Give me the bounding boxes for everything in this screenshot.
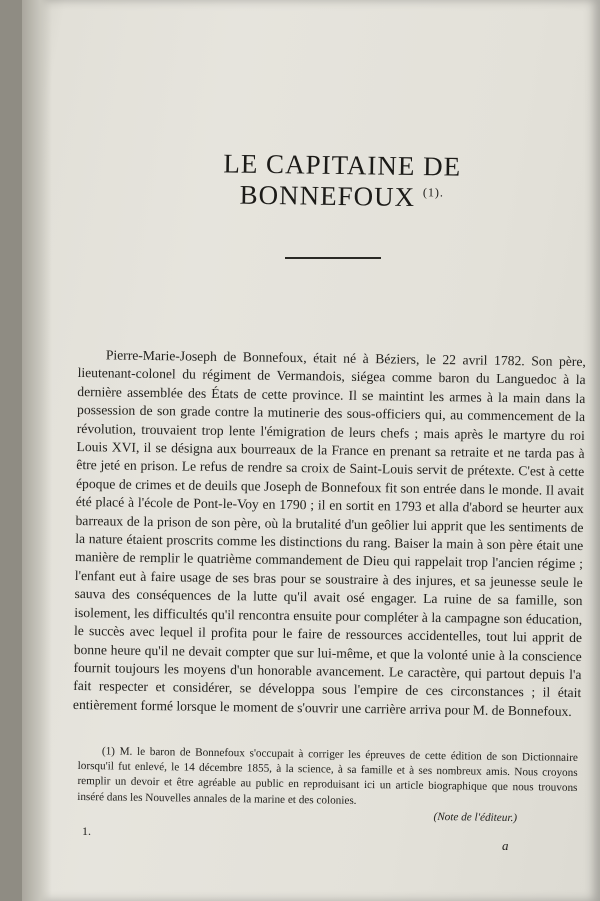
chapter-title-text: LE CAPITAINE DE BONNEFOUX bbox=[223, 148, 462, 213]
footnote-credit: (Note de l'éditeur.) bbox=[433, 810, 518, 824]
signature-mark-right: a bbox=[502, 838, 509, 853]
chapter-title bbox=[132, 147, 553, 215]
book-page bbox=[22, 0, 600, 901]
title-divider bbox=[285, 257, 381, 259]
page-spine-shadow bbox=[22, 0, 52, 901]
signature-mark-left: 1. bbox=[82, 824, 91, 838]
body-paragraph: Pierre-Marie-Joseph de Bonnefoux, était né à Béziers, le 22 avril 1782. Son père, lieutenant-colonel du régiment de Vermandois, siégea comme baron du Languedoc à la dernière assemblée des États de cette province. Il se maintint les armes à la main dans la possession de son grade contre la mutinerie des sous-officiers qui, au commencement de la révolution, trouvaient trop lente l'émigration de leurs chefs ; mais après le martyre du roi Louis XVI, il se désigna aux bourreaux de la France en prenant sa retraite et ne tarda pas à être jeté en prison. Le refus de rendre sa croix de Saint-Louis servit de prétexte. C'est à cette époque de crimes et de deuils que Joseph de Bonnefoux fit son entrée dans le monde. Il avait été placé à l'école de Pont-le-Voy en 1790 ; il en sortit en 1793 et alla d'abord se heurter aux barreaux de la prison de son père, où la brutalité d'un geôlier lui apprit que les sentiments de la nature étaient proscrits comme les distinctions du rang. Baiser la main à son père était une manière de remplir le quatrième commandement de Dieu qui rappelait trop l'ancien régime ; l'enfant eut à faire usage de ses bras pour se soustraire à des injures, et sa jeunesse seule le sauva des conséquences de la lutte qu'il avait osé engager. La ruine de sa famille, son isolement, les difficultés qu'il rencontra ensuite pour compléter à la campagne son éducation, le succès avec lequel il profita pour le faire de ressources accidentelles, tout lui apprit de bonne heure qu'il ne devait compter que sur lui-même, et que la volonté unie à la conscience fournit toujours les moyens d'un honorable avancement. Le caractère, qui partout depuis l'a fait respecter et considérer, se développa sous l'empire de ces circonstances ; il était entièrement formé lorsque le moment de s'ouvrir une carrière arriva pour M. de Bonnefoux. bbox=[72, 347, 586, 719]
footnote-text: (1) M. le baron de Bonnefoux s'occupait à corriger les épreuves de cette édition de son Dictionnaire lorsqu'il fut enlevé, le 14 décembre 1855, à la science, à sa famille et à ses nombreux amis. Nous croyons remplir un devoir et être agréable au public en reproduisant ici un article biographique que nous trouvons inséré dans les Nouvelles annales de la marine et des colonies. bbox=[77, 745, 578, 807]
title-footnote-marker: (1). bbox=[422, 185, 445, 200]
footnote bbox=[77, 744, 578, 827]
